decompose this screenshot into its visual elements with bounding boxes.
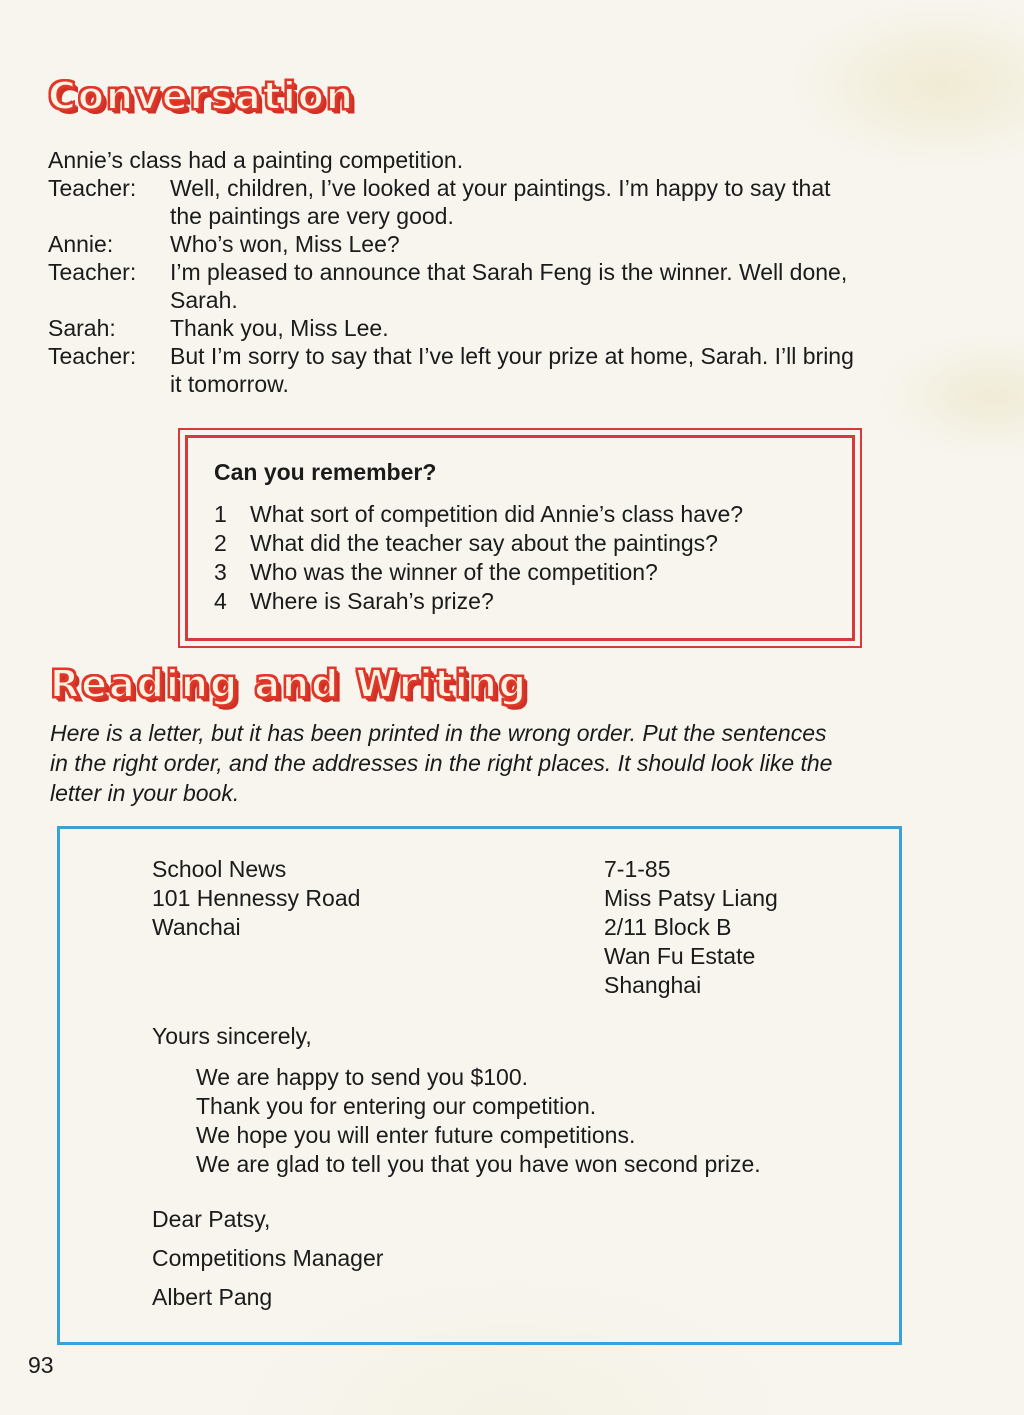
dialogue-utterance xyxy=(170,230,1024,258)
question-text: What did the teacher say about the paintings? xyxy=(250,530,718,556)
letter-box xyxy=(57,826,902,1345)
remember-question xyxy=(214,500,834,529)
letter-sentence: Thank you for entering our competition. xyxy=(196,1093,597,1119)
conversation-heading: Conversation xyxy=(48,74,355,118)
dialogue-speaker: Teacher: xyxy=(48,175,137,201)
instruction-line: in the right order, and the addresses in the right places. It should look like the xyxy=(50,750,833,776)
sender-address-line: School News xyxy=(152,856,287,882)
dialogue-row xyxy=(48,342,1024,398)
letter-sentence: We are happy to send you $100. xyxy=(196,1064,529,1090)
dialogue-utterance xyxy=(170,342,1024,398)
instruction-line: letter in your book. xyxy=(50,780,240,806)
conversation-intro: Annie’s class had a painting competition. xyxy=(48,147,464,173)
letter-signoff-name: Albert Pang xyxy=(152,1284,273,1310)
dialogue-row xyxy=(48,174,1024,230)
letter-salutation: Dear Patsy, xyxy=(152,1206,271,1232)
question-text: What sort of competition did Annie’s class have? xyxy=(250,501,744,527)
remember-question xyxy=(214,529,834,558)
reading-writing-instructions xyxy=(50,718,985,808)
question-number: 1 xyxy=(214,501,227,527)
question-number: 3 xyxy=(214,559,227,585)
dialogue-line: But I’m sorry to say that I’ve left your prize at home, Sarah. I’ll bring xyxy=(170,343,854,369)
dialogue-line: Sarah. xyxy=(170,287,238,313)
dialogue-line: it tomorrow. xyxy=(170,371,289,397)
recipient-address xyxy=(604,855,778,1000)
dialogue-row xyxy=(48,258,1024,314)
dialogue-section xyxy=(48,174,1024,398)
dialogue-line: Thank you, Miss Lee. xyxy=(170,315,389,341)
letter-sentence: We are glad to tell you that you have won second prize. xyxy=(196,1151,761,1177)
dialogue-speaker: Sarah: xyxy=(48,315,116,341)
reading-writing-heading: Reading and Writing xyxy=(50,662,528,706)
question-number: 2 xyxy=(214,530,227,556)
dialogue-speaker: Teacher: xyxy=(48,343,137,369)
dialogue-line: Well, children, I’ve looked at your paintings. I’m happy to say that xyxy=(170,175,831,201)
dialogue-line: Who’s won, Miss Lee? xyxy=(170,231,400,257)
question-number: 4 xyxy=(214,588,227,614)
remember-question xyxy=(214,587,834,616)
letter-closing: Yours sincerely, xyxy=(152,1023,312,1049)
recipient-address-line: Miss Patsy Liang xyxy=(604,885,778,911)
sender-address-line: 101 Hennessy Road xyxy=(152,885,361,911)
dialogue-row xyxy=(48,314,1024,342)
sender-address xyxy=(152,855,604,1000)
remember-box-inner xyxy=(185,435,855,641)
instruction-line: Here is a letter, but it has been printed in the wrong order. Put the sentences xyxy=(50,720,827,746)
dialogue-utterance xyxy=(170,258,1024,314)
question-text: Where is Sarah’s prize? xyxy=(250,588,494,614)
remember-question-list xyxy=(214,500,834,616)
dialogue-line: the paintings are very good. xyxy=(170,203,454,229)
letter-signoff-title: Competitions Manager xyxy=(152,1245,384,1271)
remember-box xyxy=(178,428,862,648)
sender-address-line: Wanchai xyxy=(152,914,241,940)
recipient-address-line: Wan Fu Estate xyxy=(604,943,756,969)
dialogue-speaker: Teacher: xyxy=(48,259,137,285)
dialogue-speaker: Annie: xyxy=(48,231,114,257)
letter-date: 7-1-85 xyxy=(604,856,671,882)
dialogue-line: I’m pleased to announce that Sarah Feng is the winner. Well done, xyxy=(170,259,848,285)
remember-box-title: Can you remember? xyxy=(214,459,437,485)
recipient-address-line: Shanghai xyxy=(604,972,702,998)
letter-sentence: We hope you will enter future competitions. xyxy=(196,1122,636,1148)
recipient-address-line: 2/11 Block B xyxy=(604,914,732,940)
dialogue-row xyxy=(48,230,1024,258)
dialogue-utterance xyxy=(170,314,1024,342)
remember-question xyxy=(214,558,834,587)
letter-addresses xyxy=(152,855,869,1000)
question-text: Who was the winner of the competition? xyxy=(250,559,658,585)
dialogue-utterance xyxy=(170,174,1024,230)
page-number: 93 xyxy=(28,1352,54,1378)
letter-sentences xyxy=(196,1063,869,1179)
